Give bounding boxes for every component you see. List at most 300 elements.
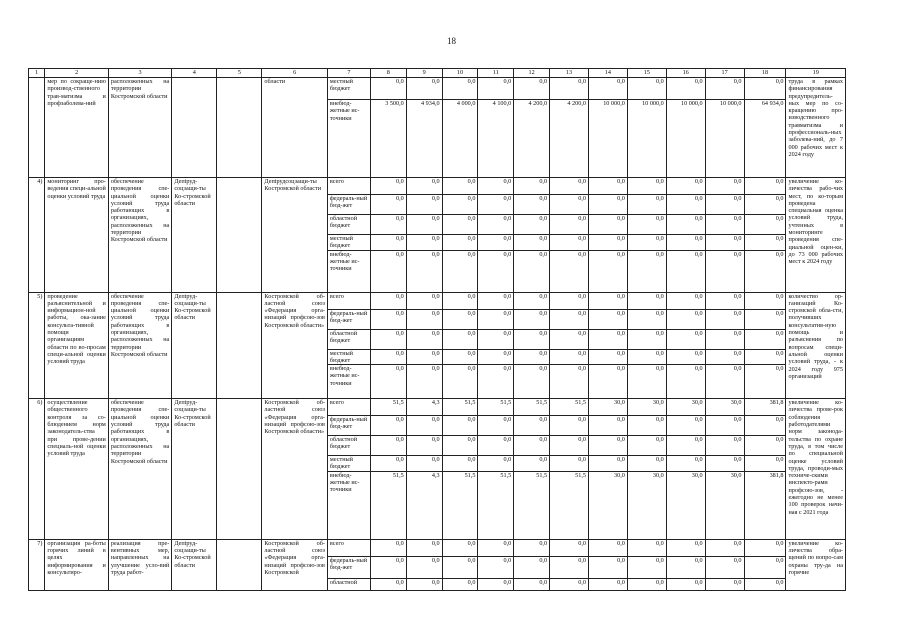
header-cell: 6 [262, 69, 328, 78]
funding-value: 0,0 [370, 78, 406, 100]
funding-value: 51,5 [478, 471, 514, 539]
funding-value: 10 000,0 [705, 100, 744, 178]
funding-value: 0,0 [550, 178, 589, 195]
funding-value: 0,0 [478, 578, 514, 590]
funding-value: 0,0 [627, 195, 666, 215]
header-cell: 2 [45, 69, 108, 78]
participant: Костромской об-ластной союз «Федерация орга-низаций профсою-зов Костромской [262, 539, 328, 590]
funding-value: 0,0 [370, 329, 406, 349]
funding-value: 51,5 [514, 471, 550, 539]
funding-value: 0,0 [666, 416, 705, 436]
funding-value: 0,0 [478, 309, 514, 329]
funding-value: 0,0 [744, 292, 786, 309]
funding-value: 64 934,0 [744, 100, 786, 178]
funding-value: 0,0 [478, 329, 514, 349]
funding-value: 0,0 [478, 215, 514, 235]
funding-value: 0,0 [666, 195, 705, 215]
funding-value: 30,0 [666, 471, 705, 539]
funding-value: 0,0 [442, 349, 478, 365]
funding-value: 0,0 [478, 235, 514, 251]
funding-value: 0,0 [627, 456, 666, 472]
funding-value: 0,0 [744, 178, 786, 195]
funding-value: 30,0 [666, 399, 705, 416]
funding-value: 0,0 [666, 78, 705, 100]
funding-value: 0,0 [478, 365, 514, 399]
funding-value: 0,0 [514, 78, 550, 100]
funding-value: 0,0 [406, 349, 442, 365]
funding-value: 0,0 [627, 309, 666, 329]
funding-value: 30,0 [705, 399, 744, 416]
expected-result: труда в рамках финансирования предупредитель-ных мер по со-кращению про-изводственного травматизма и профессиональ-ных заболева-ний, до 7 000 рабочих мест к 2024 году [786, 78, 846, 178]
funding-value: 0,0 [550, 436, 589, 456]
funding-source: областной бюджет [327, 215, 370, 235]
funding-value: 0,0 [370, 365, 406, 399]
header-cell: 3 [108, 69, 171, 78]
funding-value: 0,0 [666, 349, 705, 365]
empty-cell [217, 292, 262, 399]
funding-value: 0,0 [588, 250, 627, 292]
funding-value: 0,0 [744, 456, 786, 472]
funding-value: 0,0 [705, 416, 744, 436]
funding-value: 0,0 [627, 416, 666, 436]
funding-value: 0,0 [514, 292, 550, 309]
header-cell: 8 [370, 69, 406, 78]
funding-value: 30,0 [705, 471, 744, 539]
funding-source: местный бюджет [327, 235, 370, 251]
funding-value: 0,0 [550, 235, 589, 251]
funding-value: 0,0 [406, 309, 442, 329]
funding-value: 0,0 [406, 329, 442, 349]
funding-value: 0,0 [406, 235, 442, 251]
funding-value: 0,0 [550, 416, 589, 436]
funding-value: 0,0 [550, 78, 589, 100]
measure-goal: обеспечение проведения спе-циальной оценки условий труда работающих в организациях, расположенных на территории Костромской области [108, 178, 171, 293]
funding-source: внебюд-жетные ис-точники [327, 250, 370, 292]
funding-value: 0,0 [705, 365, 744, 399]
funding-value: 0,0 [406, 539, 442, 556]
page-number: 18 [447, 36, 456, 46]
measure-name: осуществление общественного контроля за со-блюдением норм законодатель-ства при прове-дении специаль-ной оценки условий труда [45, 399, 108, 540]
funding-value: 0,0 [588, 416, 627, 436]
funding-value: 0,0 [478, 178, 514, 195]
funding-value: 0,0 [550, 539, 589, 556]
funding-value: 381,8 [744, 399, 786, 416]
funding-value: 0,0 [442, 436, 478, 456]
funding-value: 51,5 [550, 399, 589, 416]
executor: Депtруд-соцзащи-ты Ко-стромской области [172, 178, 217, 293]
funding-value: 0,0 [370, 349, 406, 365]
funding-value: 0,0 [627, 292, 666, 309]
funding-value: 0,0 [478, 292, 514, 309]
funding-value: 0,0 [666, 235, 705, 251]
header-cell: 16 [666, 69, 705, 78]
funding-value: 51,5 [442, 399, 478, 416]
funding-value: 0,0 [588, 292, 627, 309]
funding-value: 30,0 [588, 471, 627, 539]
table-row [29, 399, 846, 416]
funding-value: 0,0 [370, 436, 406, 456]
funding-value: 0,0 [370, 250, 406, 292]
funding-value: 0,0 [627, 539, 666, 556]
item-number: 6) [29, 399, 45, 540]
funding-value: 0,0 [406, 456, 442, 472]
funding-value: 0,0 [666, 215, 705, 235]
funding-value: 4 100,0 [478, 100, 514, 178]
expected-result: увеличение ко-личества рабо-чих мест, по ко-торым проведена специальная оценка условий труда, учтенных в мониторинге проведения спе-циальной оцен-ки, до 73 000 рабочих мест к 2024 году [786, 178, 846, 293]
funding-value: 51,5 [478, 399, 514, 416]
measure-goal: обеспечение проведения спе-циальной оценки условий труда работающих в организациях, расположенных на территории Костромской области [108, 292, 171, 399]
funding-value: 0,0 [744, 578, 786, 590]
header-cell: 12 [514, 69, 550, 78]
table-row [29, 292, 846, 309]
funding-value: 10 000,0 [666, 100, 705, 178]
table-body [29, 69, 846, 591]
funding-value: 0,0 [514, 309, 550, 329]
funding-value: 0,0 [705, 235, 744, 251]
funding-value: 30,0 [627, 399, 666, 416]
funding-value: 0,0 [705, 178, 744, 195]
funding-value: 0,0 [514, 416, 550, 436]
funding-value: 3 500,0 [370, 100, 406, 178]
funding-value: 0,0 [627, 215, 666, 235]
funding-value: 0,0 [588, 456, 627, 472]
funding-value: 0,0 [406, 436, 442, 456]
funding-value: 0,0 [550, 309, 589, 329]
funding-value: 30,0 [627, 471, 666, 539]
header-cell: 10 [442, 69, 478, 78]
funding-value: 0,0 [588, 349, 627, 365]
funding-source: всего [327, 178, 370, 195]
item-number [29, 78, 45, 178]
funding-value: 0,0 [406, 250, 442, 292]
funding-value: 0,0 [744, 556, 786, 578]
funding-value: 0,0 [406, 365, 442, 399]
funding-value: 0,0 [442, 292, 478, 309]
executor: Депtруд-соцзащи-ты Ко-стромской области [172, 292, 217, 399]
item-number: 5) [29, 292, 45, 399]
funding-value: 0,0 [744, 250, 786, 292]
executor: Депtруд-соцзащи-ты Ко-стромской области [172, 539, 217, 590]
funding-value: 0,0 [550, 556, 589, 578]
funding-value: 0,0 [550, 349, 589, 365]
funding-source: областной бюджет [327, 329, 370, 349]
funding-source: федераль-ный бюд-жет [327, 416, 370, 436]
funding-value: 0,0 [478, 556, 514, 578]
header-cell: 5 [217, 69, 262, 78]
funding-value: 0,0 [705, 329, 744, 349]
funding-value: 0,0 [550, 329, 589, 349]
funding-source: областной бюджет [327, 436, 370, 456]
program-table [28, 68, 846, 591]
funding-value: 0,0 [550, 578, 589, 590]
header-cell: 7 [327, 69, 370, 78]
funding-value: 51,5 [370, 399, 406, 416]
header-cell: 19 [786, 69, 846, 78]
funding-value: 0,0 [478, 456, 514, 472]
funding-value: 0,0 [666, 556, 705, 578]
funding-value: 0,0 [627, 178, 666, 195]
header-cell: 9 [406, 69, 442, 78]
funding-source: федераль-ный бюд-жет [327, 309, 370, 329]
funding-value: 0,0 [705, 250, 744, 292]
empty-cell [217, 539, 262, 590]
measure-name: проведение разъяснительной и информацион-ной работы, ока-зание консульта-тивной помощи организациям области по во-просам специ-альной оценки условий труда [45, 292, 108, 399]
funding-value: 10 000,0 [588, 100, 627, 178]
funding-value: 0,0 [478, 195, 514, 215]
funding-value: 0,0 [442, 215, 478, 235]
funding-value: 10 000,0 [627, 100, 666, 178]
funding-value: 0,0 [666, 309, 705, 329]
funding-value: 0,0 [514, 235, 550, 251]
measure-goal: реализация пре-вентивных мер, направленных на улучшение усло-вий труда работ- [108, 539, 171, 590]
funding-value: 0,0 [705, 578, 744, 590]
funding-source: всего [327, 292, 370, 309]
funding-source: областной [327, 578, 370, 590]
funding-value: 0,0 [705, 309, 744, 329]
funding-value: 0,0 [370, 195, 406, 215]
funding-source: местный бюджет [327, 349, 370, 365]
funding-value: 0,0 [514, 349, 550, 365]
funding-value: 51,5 [550, 471, 589, 539]
expected-result: увеличение ко-личества обра-щений по вопро-сам охраны тру-да на горячие [786, 539, 846, 590]
funding-value: 0,0 [478, 250, 514, 292]
header-cell: 18 [744, 69, 786, 78]
funding-value: 0,0 [514, 456, 550, 472]
funding-value: 0,0 [442, 456, 478, 472]
funding-value: 0,0 [744, 309, 786, 329]
expected-result: увеличение ко-личества прове-рок соблюдения работодателями норм законода-тельства по охране труда, в том числе по специальной оценке условий труда, проводи-мых техниче-скими инспекто-рами профсою-зов, - ежегодно не менее 100 проверок начи-ная с 2021 года [786, 399, 846, 540]
funding-value: 0,0 [550, 365, 589, 399]
expected-result: количество ор-ганизаций Ко-стромской обла-сти, получивших консультатив-ную помощь и разъяснения по вопросам специ-альной оценки условий труда, - к 2024 году 975 организаций [786, 292, 846, 399]
funding-value: 30,0 [588, 399, 627, 416]
funding-value: 0,0 [627, 556, 666, 578]
funding-value: 0,0 [588, 309, 627, 329]
participant: области [262, 78, 328, 178]
header-cell: 15 [627, 69, 666, 78]
funding-value: 0,0 [744, 365, 786, 399]
funding-value: 0,0 [478, 416, 514, 436]
header-cell: 11 [478, 69, 514, 78]
funding-value: 0,0 [550, 215, 589, 235]
funding-value: 0,0 [370, 578, 406, 590]
funding-value: 0,0 [514, 365, 550, 399]
empty-cell [217, 399, 262, 540]
funding-value: 4 000,0 [442, 100, 478, 178]
funding-value: 0,0 [588, 329, 627, 349]
funding-value: 0,0 [666, 578, 705, 590]
funding-value: 0,0 [588, 436, 627, 456]
funding-value: 0,0 [442, 178, 478, 195]
funding-value: 381,8 [744, 471, 786, 539]
funding-value: 0,0 [666, 539, 705, 556]
empty-cell [217, 178, 262, 293]
table-row [29, 178, 846, 195]
funding-value: 0,0 [478, 436, 514, 456]
funding-value: 0,0 [588, 235, 627, 251]
funding-value: 0,0 [627, 436, 666, 456]
executor [172, 78, 217, 178]
funding-value: 0,0 [370, 235, 406, 251]
funding-value: 4 200,0 [550, 100, 589, 178]
funding-value: 4,3 [406, 399, 442, 416]
measure-name: мер по сокраще-нию производ-ственного трав-матизма и профзаболева-ний [45, 78, 108, 178]
funding-value: 0,0 [514, 215, 550, 235]
funding-value: 0,0 [406, 578, 442, 590]
funding-value: 0,0 [514, 556, 550, 578]
funding-value: 0,0 [514, 250, 550, 292]
funding-value: 0,0 [406, 556, 442, 578]
funding-value: 0,0 [406, 78, 442, 100]
funding-value: 0,0 [666, 456, 705, 472]
funding-value: 0,0 [666, 329, 705, 349]
funding-value: 0,0 [666, 365, 705, 399]
funding-source: всего [327, 399, 370, 416]
funding-value: 0,0 [666, 178, 705, 195]
funding-value: 0,0 [705, 436, 744, 456]
empty-cell [217, 78, 262, 178]
funding-value: 0,0 [666, 250, 705, 292]
funding-value: 0,0 [406, 215, 442, 235]
measure-name: мониторинг про-ведения специ-альной оценки условий труда [45, 178, 108, 293]
funding-value: 0,0 [588, 178, 627, 195]
executor: Депtруд-соцзащи-ты Ко-стромской области [172, 399, 217, 540]
header-cell: 1 [29, 69, 45, 78]
funding-value: 0,0 [705, 195, 744, 215]
header-cell: 4 [172, 69, 217, 78]
funding-value: 0,0 [442, 195, 478, 215]
participant: Костромской об-ластной союз «Федерация орга-низаций профсою-зов Костромской области» [262, 292, 328, 399]
funding-source: внебюд-жетные ис-точники [327, 365, 370, 399]
table-row [29, 539, 846, 556]
funding-value: 0,0 [370, 556, 406, 578]
funding-value: 0,0 [705, 556, 744, 578]
funding-value: 0,0 [666, 436, 705, 456]
funding-value: 0,0 [550, 456, 589, 472]
funding-value: 0,0 [514, 329, 550, 349]
funding-value: 0,0 [370, 456, 406, 472]
funding-value: 0,0 [406, 292, 442, 309]
funding-value: 0,0 [406, 178, 442, 195]
funding-value: 0,0 [744, 436, 786, 456]
funding-value: 0,0 [514, 539, 550, 556]
funding-value: 0,0 [514, 178, 550, 195]
funding-value: 4,3 [406, 471, 442, 539]
funding-value: 0,0 [705, 349, 744, 365]
funding-source: внебюд-жетные ис-точники [327, 471, 370, 539]
funding-value: 0,0 [627, 78, 666, 100]
funding-value: 0,0 [588, 556, 627, 578]
header-cell: 17 [705, 69, 744, 78]
funding-value: 0,0 [550, 195, 589, 215]
funding-value: 0,0 [744, 329, 786, 349]
funding-value: 0,0 [550, 292, 589, 309]
funding-value: 0,0 [705, 215, 744, 235]
funding-value: 0,0 [588, 578, 627, 590]
funding-value: 0,0 [627, 250, 666, 292]
funding-value: 0,0 [442, 309, 478, 329]
funding-value: 0,0 [370, 309, 406, 329]
funding-source: местный бюджет [327, 78, 370, 100]
item-number: 4) [29, 178, 45, 293]
funding-value: 0,0 [627, 578, 666, 590]
funding-value: 0,0 [442, 539, 478, 556]
funding-value: 0,0 [588, 539, 627, 556]
funding-source: внебюд-жетные ис-точники [327, 100, 370, 178]
funding-value: 0,0 [442, 365, 478, 399]
funding-value: 0,0 [744, 215, 786, 235]
funding-value: 0,0 [744, 195, 786, 215]
funding-value: 51,5 [514, 399, 550, 416]
funding-value: 0,0 [588, 195, 627, 215]
funding-value: 51,5 [442, 471, 478, 539]
funding-value: 4 934,0 [406, 100, 442, 178]
item-number: 7) [29, 539, 45, 590]
funding-value: 0,0 [514, 195, 550, 215]
funding-source: местный бюджет [327, 456, 370, 472]
funding-value: 0,0 [705, 78, 744, 100]
funding-value: 0,0 [588, 215, 627, 235]
funding-value: 0,0 [744, 78, 786, 100]
participant: Депtрудсоцзащи-ты Костромской области [262, 178, 328, 293]
funding-value: 0,0 [627, 365, 666, 399]
funding-value: 0,0 [744, 235, 786, 251]
funding-value: 0,0 [666, 292, 705, 309]
funding-value: 0,0 [588, 365, 627, 399]
funding-value: 0,0 [442, 250, 478, 292]
funding-value: 0,0 [406, 416, 442, 436]
funding-value: 51,5 [370, 471, 406, 539]
funding-value: 0,0 [550, 250, 589, 292]
measure-goal: обеспечение проведения спе-циальной оценки условий труда работающих в организациях, расположенных на территории Костромской области [108, 399, 171, 540]
funding-value: 0,0 [442, 578, 478, 590]
funding-value: 0,0 [478, 78, 514, 100]
funding-source: всего [327, 539, 370, 556]
funding-value: 0,0 [705, 292, 744, 309]
funding-value: 0,0 [478, 539, 514, 556]
funding-value: 0,0 [442, 329, 478, 349]
participant: Костромской об-ластной союз «Федерация орга-низаций профсою-зов Костромской области» [262, 399, 328, 540]
funding-value: 0,0 [744, 349, 786, 365]
funding-value: 0,0 [744, 539, 786, 556]
funding-value: 0,0 [406, 195, 442, 215]
funding-value: 0,0 [370, 292, 406, 309]
funding-value: 0,0 [478, 349, 514, 365]
funding-value: 0,0 [627, 349, 666, 365]
funding-value: 0,0 [442, 235, 478, 251]
funding-value: 0,0 [514, 436, 550, 456]
funding-value: 0,0 [514, 578, 550, 590]
funding-value: 0,0 [705, 539, 744, 556]
funding-value: 0,0 [442, 556, 478, 578]
funding-source: федераль-ный бюд-жет [327, 195, 370, 215]
funding-source: федераль-ный бюд-жет [327, 556, 370, 578]
funding-value: 0,0 [370, 178, 406, 195]
funding-value: 0,0 [705, 456, 744, 472]
header-cell: 13 [550, 69, 589, 78]
funding-value: 0,0 [744, 416, 786, 436]
funding-value: 0,0 [627, 329, 666, 349]
measure-goal: расположенных на территории Костромской области [108, 78, 171, 178]
table-row [29, 78, 846, 100]
funding-value: 4 200,0 [514, 100, 550, 178]
funding-value: 0,0 [370, 215, 406, 235]
header-cell: 14 [588, 69, 627, 78]
funding-value: 0,0 [442, 78, 478, 100]
funding-value: 0,0 [370, 539, 406, 556]
funding-value: 0,0 [442, 416, 478, 436]
funding-value: 0,0 [627, 235, 666, 251]
header-row [29, 69, 846, 78]
